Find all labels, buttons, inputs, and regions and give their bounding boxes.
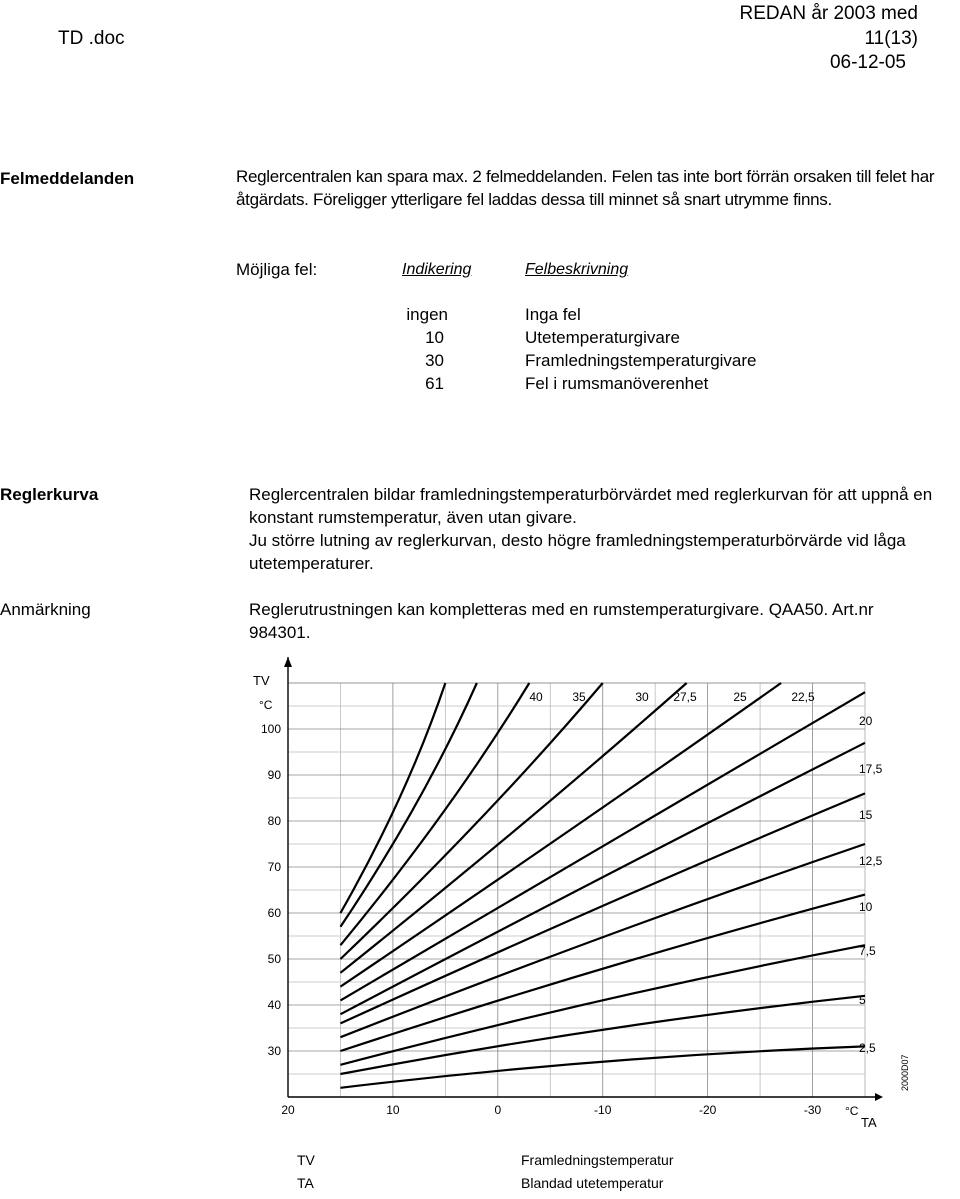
error-description: Fel i rumsmanöverenhet — [525, 374, 709, 393]
error-code: 30 — [425, 351, 444, 370]
legend-abbr: TA — [297, 1175, 314, 1191]
y-tick-label: 60 — [267, 906, 281, 920]
curve-label: 40 — [529, 690, 543, 704]
y-axis-arrow — [284, 657, 292, 667]
y-tick-label: 40 — [267, 998, 281, 1012]
doc-title: REDAN år 2003 med — [739, 3, 918, 24]
x-axis-label: TA — [861, 1115, 877, 1130]
column-header-felbeskrivning: Felbeskrivning — [525, 261, 629, 278]
error-description: Framledningstemperaturgivare — [525, 351, 757, 370]
curve-label: 22,5 — [791, 690, 815, 704]
doc-date: 06-12-05 — [829, 52, 906, 73]
x-axis-unit: °C — [845, 1104, 859, 1118]
curve-label: 12,5 — [859, 854, 883, 868]
curve-label: 25 — [733, 690, 747, 704]
x-tick-label: 0 — [494, 1103, 502, 1117]
reglerkurva-paragraph: Reglercentralen bildar framledningstemperaturbörvärdet med reglerkurvan för att uppnå en konstant rumstemperatur, även utan givare. — [249, 485, 933, 527]
figure-code: 2000D07 — [900, 1054, 910, 1091]
y-tick-label: 90 — [267, 768, 281, 782]
section-heading-felmeddelanden: Felmeddelanden — [0, 169, 135, 188]
section-heading-reglerkurva: Reglerkurva — [0, 485, 99, 504]
y-tick-label: 30 — [267, 1044, 281, 1058]
curve-label: 10 — [859, 900, 873, 914]
x-tick-label: -20 — [698, 1103, 717, 1117]
curve-label: 35 — [572, 690, 586, 704]
page-number: 11(13) — [864, 28, 918, 49]
curve-label: 30 — [635, 690, 649, 704]
doc-name: TD .doc — [58, 28, 125, 49]
y-tick-label: 100 — [260, 722, 281, 736]
y-tick-label: 70 — [267, 860, 281, 874]
curve-label: 2,5 — [859, 1041, 876, 1055]
x-tick-label: -30 — [803, 1103, 822, 1117]
heating-curve-chart — [245, 655, 920, 1199]
curve-label: 15 — [859, 808, 873, 822]
y-tick-label: 80 — [267, 814, 281, 828]
curve-label: 20 — [859, 714, 873, 728]
error-code: 10 — [425, 328, 444, 347]
mojliga-fel-label: Möjliga fel: — [236, 260, 318, 279]
curve-label: 5 — [859, 993, 866, 1007]
legend-abbr: TV — [297, 1152, 315, 1168]
curve-label: 7,5 — [859, 944, 876, 958]
reglerkurva-paragraph-2: Ju större lutning av reglerkurvan, desto högre framledningstemperaturbörvärde vid låga utetemperaturer. — [249, 531, 906, 573]
column-header-indikering: Indikering — [402, 261, 472, 278]
curve-label: 27,5 — [673, 690, 697, 704]
y-axis-label: TV — [253, 673, 270, 688]
curve-label: 17,5 — [859, 762, 883, 776]
felmeddelanden-paragraph: Reglercentralen kan spara max. 2 felmeddelanden. Felen tas inte bort förrän orsaken till felet har åtgärdats. Föreligger ytterligare fel laddas dessa till minnet så snart utrymme finns. — [236, 167, 935, 209]
error-description: Utetemperaturgivare — [525, 328, 680, 347]
x-tick-label: 20 — [281, 1103, 295, 1117]
x-axis-arrow — [875, 1093, 883, 1101]
x-tick-label: -10 — [594, 1103, 612, 1117]
legend-text: Blandad utetemperatur — [521, 1175, 664, 1191]
anmarkning-paragraph: Reglerutrustningen kan kompletteras med en rumstemperaturgivare. QAA50. Art.nr 984301. — [249, 600, 874, 642]
error-code: ingen — [406, 305, 448, 324]
y-axis-unit: °C — [259, 698, 273, 712]
legend-text: Framledningstemperatur — [521, 1152, 674, 1168]
error-code: 61 — [425, 374, 444, 393]
section-heading-anmarkning: Anmärkning — [0, 600, 91, 619]
error-description: Inga fel — [525, 305, 581, 324]
x-tick-label: 10 — [386, 1103, 400, 1117]
y-tick-label: 50 — [267, 952, 281, 966]
